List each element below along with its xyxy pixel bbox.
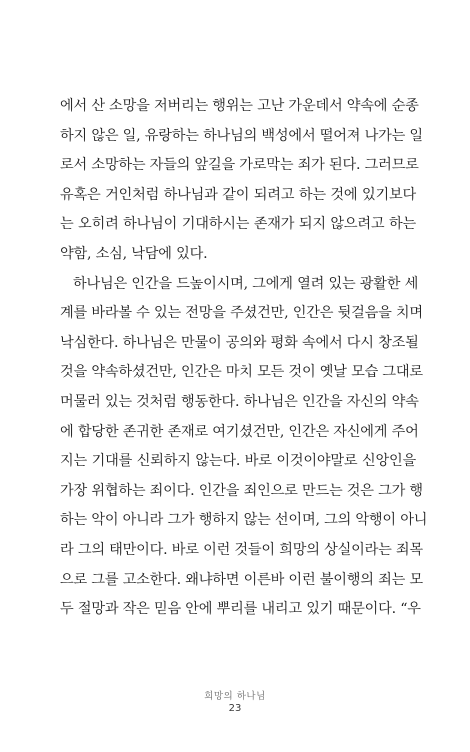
page-number: 23 [228, 703, 242, 714]
text-line: 약함, 소심, 낙담에 있다. [60, 245, 208, 262]
text-line: 하는 악이 아니라 그가 행하지 않는 선이며, 그의 악행이 아니 [60, 512, 428, 529]
running-footer-title: 희망의 하나님 [204, 691, 266, 702]
paragraph-2 [60, 270, 428, 625]
text-line: 것을 약속하셨건만, 인간은 마치 모든 것이 옛날 모습 그대로 [60, 364, 423, 381]
text-line: 계를 바라볼 수 있는 전망을 주셨건만, 인간은 뒷걸음을 치며 [60, 305, 423, 322]
text-line: 유혹은 거인처럼 하나님과 같이 되려고 하는 것에 있기보다 [60, 186, 416, 203]
text-line: 지는 기대를 신뢰하지 않는다. 바로 이것이야말로 신앙인을 [60, 453, 416, 470]
text-line: 라 그의 태만이다. 바로 이런 것들이 희망의 상실이라는 죄목 [60, 541, 423, 558]
text-line: 는 오히려 하나님이 기대하시는 존재가 되지 않으려고 하는 [60, 216, 416, 233]
text-line: 에 합당한 존귀한 존재로 여기셨건만, 인간은 자신에게 주어 [60, 423, 419, 440]
text-line: 하지 않은 일, 유랑하는 하나님의 백성에서 떨어져 나가는 일 [60, 127, 423, 144]
text-line: 머물러 있는 것처럼 행동한다. 하나님은 인간을 자신의 약속 [60, 393, 419, 410]
text-line: 하나님은 인간을 드높이시며, 그에게 열려 있는 광활한 세 [73, 275, 419, 292]
text-line: 가장 위협하는 죄이다. 인간을 죄인으로 만드는 것은 그가 행 [60, 482, 423, 499]
text-line: 두 절망과 작은 믿음 안에 뿌리를 내리고 있기 때문이다. “우 [60, 601, 421, 618]
text-line: 에서 산 소망을 저버리는 행위는 고난 가운데서 약속에 순종 [60, 98, 419, 114]
paragraph-1 [60, 92, 423, 270]
text-line: 으로 그를 고소한다. 왜냐하면 이른바 이런 불이행의 죄는 모 [60, 571, 423, 588]
text-line: 낙심한다. 하나님은 만물이 공의와 평화 속에서 다시 창조될 [60, 334, 419, 351]
text-line: 로서 소망하는 자들의 앞길을 가로막는 죄가 된다. 그러므로 [60, 157, 419, 174]
body-text [60, 92, 428, 625]
